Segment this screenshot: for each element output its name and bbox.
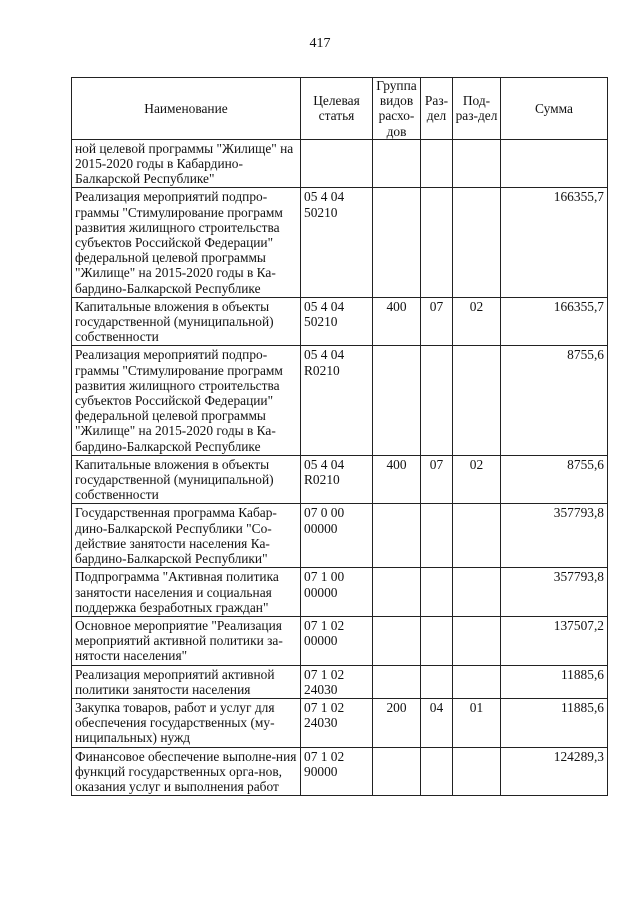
cell-section: 04 (421, 698, 453, 747)
cell-name: Закупка товаров, работ и услуг для обеспечения государственных (му-ниципальных) нужд (72, 698, 301, 747)
cell-subsection: 01 (453, 698, 501, 747)
cell-section (421, 346, 453, 455)
cell-name: Государственная программа Кабар-дино-Балкарской Республики "Со-действие занятости населения Ка-бардино-Балкарской Республики" (72, 504, 301, 568)
cell-sum (501, 139, 608, 188)
page-number: 417 (309, 36, 331, 51)
cell-group: 200 (373, 698, 421, 747)
cell-code: 07 1 00 00000 (301, 568, 373, 617)
cell-code: 07 1 02 00000 (301, 616, 373, 665)
table-row (72, 568, 608, 617)
cell-name: Реализация мероприятий подпро-граммы "Стимулирование программ развития жилищного строительства субъектов Российской Федерации" федеральной целевой программы "Жилище" на 2015-2020 годы в Ка-бардино-Балкарской Республике (72, 346, 301, 455)
cell-code: 05 4 04 R0210 (301, 346, 373, 455)
cell-subsection (453, 616, 501, 665)
header-subsection: Под-раз-дел (453, 78, 501, 140)
header-name: Наименование (72, 78, 301, 140)
cell-section: 07 (421, 297, 453, 346)
cell-section (421, 616, 453, 665)
table-row (72, 188, 608, 297)
cell-code: 07 1 02 24030 (301, 698, 373, 747)
cell-sum: 137507,2 (501, 616, 608, 665)
cell-sum: 166355,7 (501, 188, 608, 297)
table-row (72, 504, 608, 568)
cell-code: 07 1 02 24030 (301, 665, 373, 698)
cell-name: Капитальные вложения в объекты государственной (муниципальной) собственности (72, 455, 301, 504)
header-code: Целевая статья (301, 78, 373, 140)
cell-section (421, 188, 453, 297)
cell-subsection: 02 (453, 455, 501, 504)
cell-sum: 166355,7 (501, 297, 608, 346)
table-row (72, 139, 608, 188)
cell-subsection (453, 346, 501, 455)
table-row (72, 455, 608, 504)
cell-section (421, 504, 453, 568)
cell-subsection (453, 747, 501, 796)
cell-name: Реализация мероприятий активной политики занятости населения (72, 665, 301, 698)
cell-subsection (453, 568, 501, 617)
cell-group (373, 665, 421, 698)
table-row (72, 747, 608, 796)
header-group: Группа видов расхо-дов (373, 78, 421, 140)
cell-group (373, 568, 421, 617)
table-header-row (72, 78, 608, 140)
cell-group (373, 616, 421, 665)
cell-name: Реализация мероприятий подпро-граммы "Стимулирование программ развития жилищного строительства субъектов Российской Федерации" федеральной целевой программы "Жилище" на 2015-2020 годы в Ка-бардино-Балкарской Республике (72, 188, 301, 297)
cell-group (373, 747, 421, 796)
cell-section (421, 665, 453, 698)
cell-group (373, 504, 421, 568)
cell-name: ной целевой программы "Жилище" на 2015-2020 годы в Кабардино-Балкарской Республике" (72, 139, 301, 188)
cell-sum: 8755,6 (501, 455, 608, 504)
cell-subsection: 02 (453, 297, 501, 346)
table-row (72, 616, 608, 665)
cell-sum: 8755,6 (501, 346, 608, 455)
table-row (72, 698, 608, 747)
cell-name: Финансовое обеспечение выполне-ния функций государственных орга-нов, оказания услуг и выполнения работ (72, 747, 301, 796)
header-sum: Сумма (501, 78, 608, 140)
cell-sum: 124289,3 (501, 747, 608, 796)
cell-section (421, 139, 453, 188)
cell-code (301, 139, 373, 188)
cell-group (373, 188, 421, 297)
table-row (72, 297, 608, 346)
cell-group (373, 139, 421, 188)
cell-group: 400 (373, 297, 421, 346)
cell-sum: 11885,6 (501, 698, 608, 747)
cell-name: Подпрограмма "Активная политика занятости населения и социальная поддержка безработных граждан" (72, 568, 301, 617)
cell-code: 05 4 04 50210 (301, 188, 373, 297)
cell-name: Основное мероприятие "Реализация мероприятий активной политики за-нятости населения" (72, 616, 301, 665)
cell-section: 07 (421, 455, 453, 504)
budget-table (71, 77, 608, 796)
cell-section (421, 568, 453, 617)
cell-name: Капитальные вложения в объекты государственной (муниципальной) собственности (72, 297, 301, 346)
header-section: Раз-дел (421, 78, 453, 140)
cell-subsection (453, 504, 501, 568)
cell-sum: 11885,6 (501, 665, 608, 698)
cell-code: 07 1 02 90000 (301, 747, 373, 796)
cell-section (421, 747, 453, 796)
table-row (72, 665, 608, 698)
cell-code: 07 0 00 00000 (301, 504, 373, 568)
table-row (72, 346, 608, 455)
cell-group (373, 346, 421, 455)
cell-sum: 357793,8 (501, 504, 608, 568)
cell-code: 05 4 04 50210 (301, 297, 373, 346)
cell-code: 05 4 04 R0210 (301, 455, 373, 504)
cell-sum: 357793,8 (501, 568, 608, 617)
cell-group: 400 (373, 455, 421, 504)
cell-subsection (453, 665, 501, 698)
cell-subsection (453, 139, 501, 188)
cell-subsection (453, 188, 501, 297)
